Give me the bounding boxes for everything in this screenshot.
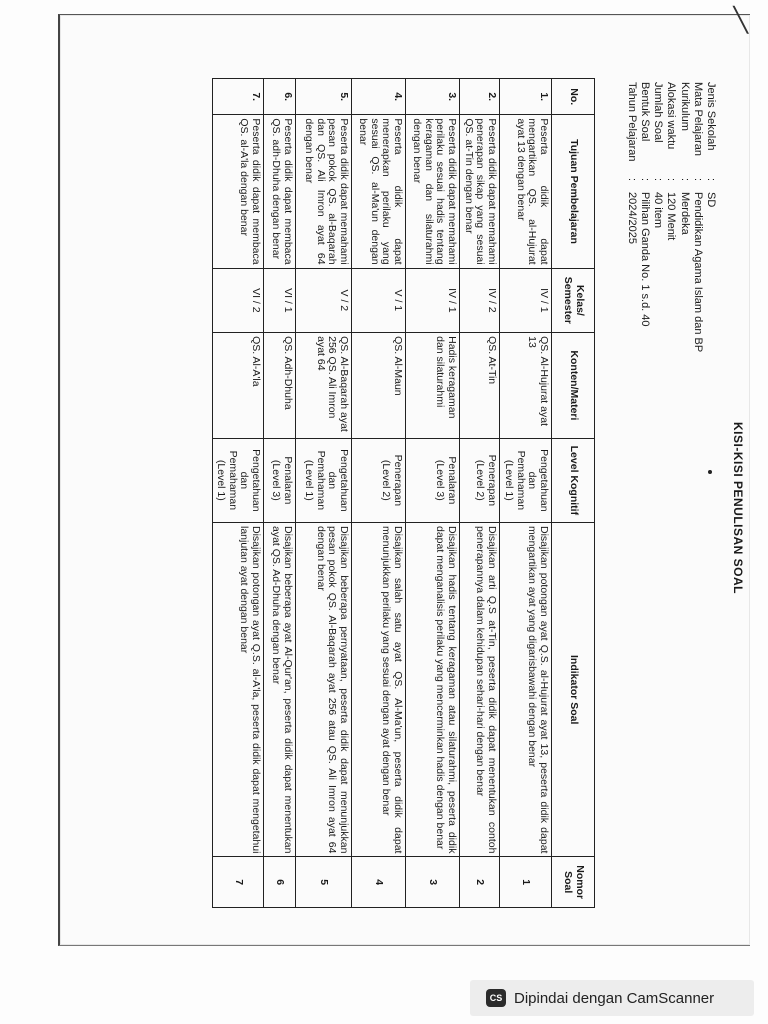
table-row (296, 79, 352, 908)
document-info (625, 82, 717, 352)
cell-konten: QS. Al-Hujurat ayat 13 (500, 333, 552, 439)
info-value: 40 item (652, 192, 665, 229)
info-row (704, 82, 717, 352)
table-header-row (552, 79, 595, 908)
info-label: Jumlah Soal (652, 82, 665, 143)
info-value: Pilihan Ganda No. 1 s.d. 40 (638, 192, 651, 327)
cell-konten: QS. Al-A'la (212, 333, 263, 439)
cell-nomor: 5 (296, 857, 352, 908)
cell-kelas: V / 1 (352, 268, 406, 333)
info-label: Mata Pelajaran (691, 82, 704, 156)
info-row (677, 82, 690, 352)
info-value: Pendidikan Agama Islam dan BP (691, 192, 704, 353)
info-row (651, 82, 664, 352)
cell-indikator: Disajikan potongan ayat Q.S. al-A'la, peserta didik dapat mengetahui lanjutan ayat dengan benar (212, 523, 263, 857)
cell-indikator: Disajikan hadis tentang keragaman atau silaturahmi, peserta didik dapat menganalisis perilaku yang mencerminkan hadis dengan benar (406, 523, 460, 857)
cell-tujuan: Peserta didik dapat memahami pesan pokok QS. al-Baqarah dan QS. Ali Imron ayat 64 dengan benar (296, 115, 352, 268)
column-header: Kelas/ Semester (552, 268, 595, 333)
column-header: Level Kognitif (552, 438, 595, 522)
cell-level: Penerapan (Level 2) (460, 438, 500, 522)
cell-tujuan: Peserta didik dapat memahami perilaku sesuai hadis tentang keragaman dan silaturahmi dengan benar (406, 115, 460, 268)
cell-konten: QS. Adh-Dhuha (264, 333, 296, 439)
info-value: SD (705, 192, 717, 208)
cell-konten: QS. Al-Baqarah ayat 256 QS. Ali Imron ayat 64 (296, 333, 352, 439)
table-row (212, 79, 263, 908)
cell-nomor: 7 (212, 857, 263, 908)
cell-indikator: Disajikan salah satu ayat QS. Al-Ma'un, peserta didik dapat menunjukkan perilaku yang sesuai dengan ayat dengan benar (352, 523, 406, 857)
column-header: Nomor Soal (552, 857, 595, 908)
cell-kelas: VI / 2 (212, 268, 263, 333)
info-value: 120 Menit (665, 192, 678, 241)
rotated-document (113, 78, 745, 908)
cell-indikator: Disajikan beberapa pernyataan, peserta didik dapat menunjukkan pesan pokok QS. Al-Baqarah ayat 256 atau QS. Ali Imron ayat 64 dengan benar (296, 523, 352, 857)
cell-indikator: Disajikan arti Q.S at-Tin, peserta didik dapat menentukan contoh penerapannya dalam kehidupan sehari-hari dengan benar (460, 523, 500, 857)
cell-level: Pengetahuan dan Pemahaman (Level 1) (296, 438, 352, 522)
cell-konten: QS. At-Tin (460, 333, 500, 439)
cell-nomor: 2 (460, 857, 500, 908)
info-label: Tahun Pelajaran (625, 82, 638, 162)
table-row (460, 79, 500, 908)
cell-indikator: Disajikan potongan ayat Q.S. al-Hujurat ayat 13, peserta didik dapat mengartikan ayat yang digarisbawahi dengan benar (500, 523, 552, 857)
cell-tujuan: Peserta didik dapat membaca QS. adh-Dhuha dengan benar (264, 115, 296, 268)
info-separator: : (678, 178, 691, 182)
camscanner-text: Dipindai dengan CamScanner (514, 989, 715, 1007)
table-row (500, 79, 552, 908)
cell-kelas: IV / 2 (460, 268, 500, 333)
cell-no: 5. (296, 79, 352, 115)
cell-tujuan: Peserta didik dapat menerapkan perilaku yang sesuai QS. al-Ma'un dengan benar (352, 115, 406, 268)
cell-konten: QS. Al-Maun (352, 333, 406, 439)
camscanner-logo-icon: CS (486, 989, 506, 1007)
table-row (264, 79, 296, 908)
cell-level: Penalaran (Level 3) (406, 438, 460, 522)
cell-nomor: 6 (264, 857, 296, 908)
info-separator: : (625, 178, 638, 182)
cell-no: 2. (460, 79, 500, 115)
info-separator: : (691, 178, 704, 182)
table-wrapper (212, 78, 595, 908)
cell-level: Penalaran (Level 3) (264, 438, 296, 522)
page-corner-mark: ╲ (733, 6, 748, 34)
info-separator: : (705, 178, 717, 182)
cell-konten: Hadis keragaman dan silaturahmi (406, 333, 460, 439)
info-label: Alokasi waktu (665, 82, 678, 150)
cell-nomor: 4 (352, 857, 406, 908)
info-separator: : (652, 178, 665, 182)
cell-no: 1. (500, 79, 552, 115)
cell-tujuan: Peserta didik dapat mengartikan QS. al-Hujurat ayat 13 dengan benar (500, 115, 552, 268)
info-row (625, 82, 638, 352)
cell-level: Pengetahuan dan Pemahaman (Level 1) (500, 438, 552, 522)
info-row (664, 82, 677, 352)
column-header: Tujuan Pembelajaran (552, 115, 595, 268)
cell-kelas: V / 2 (296, 268, 352, 333)
cell-indikator: Disajikan beberapa ayat Al-Qur'an, peserta didik dapat menentukan ayat QS. Ad-Dhuha dengan benar (264, 523, 296, 857)
info-label: Jenis Sekolah (705, 82, 717, 151)
cell-nomor: 3 (406, 857, 460, 908)
document-title: KISI-KISI PENULISAN SOAL (731, 421, 745, 594)
cell-level: Pengetahuan dan Pemahaman (Level 1) (212, 438, 263, 522)
info-separator: : (665, 178, 678, 182)
cell-nomor: 1 (500, 857, 552, 908)
cell-kelas: IV / 1 (406, 268, 460, 333)
info-value: 2024/2025 (625, 192, 638, 244)
info-separator: : (638, 178, 651, 182)
cell-no: 4. (352, 79, 406, 115)
column-header: No. (552, 79, 595, 115)
cell-kelas: VI / 1 (264, 268, 296, 333)
info-row (638, 82, 651, 352)
info-value: Merdeka (678, 192, 691, 235)
info-label: Kurikulum (678, 82, 691, 131)
column-header: Indikator Soal (552, 523, 595, 857)
info-label: Bentuk Soal (638, 82, 651, 142)
cell-no: 7. (212, 79, 263, 115)
cell-tujuan: Peserta didik dapat membaca QS. al-A'la dengan benar (212, 115, 263, 268)
column-header: Konten/Materi (552, 333, 595, 439)
table-row (352, 79, 406, 908)
table-body (212, 79, 551, 908)
info-row (691, 82, 704, 352)
cell-level: Penerapan (Level 2) (352, 438, 406, 522)
cell-tujuan: Peserta didik dapat memahami penerapan sikap yang sesuai QS. at-Tin dengan benar (460, 115, 500, 268)
table-row (406, 79, 460, 908)
cell-no: 6. (264, 79, 296, 115)
cell-kelas: IV / 1 (500, 268, 552, 333)
kisi-kisi-table (212, 78, 595, 908)
cell-no: 3. (406, 79, 460, 115)
camscanner-badge (470, 980, 754, 1016)
